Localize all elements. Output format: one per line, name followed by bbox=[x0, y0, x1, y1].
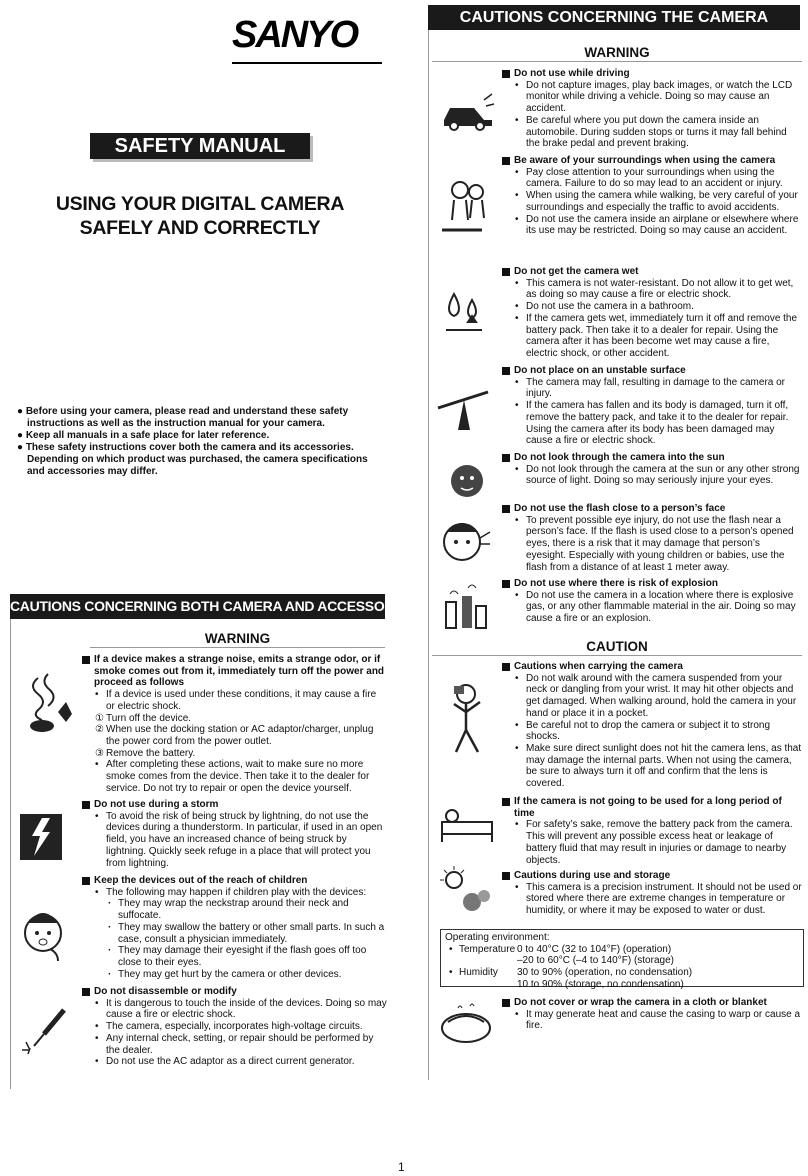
left-warning-heading: WARNING bbox=[90, 630, 385, 648]
left-section-disassemble bbox=[82, 986, 387, 1068]
section-title: Cautions when carrying the camera bbox=[502, 661, 802, 673]
right-caution-cover bbox=[502, 997, 802, 1032]
bullet: • If the camera gets wet, immediately turn it off and remove the battery pack. Then take it to a dealer for repair. Using the camera after it has been become wet may cause a fire, electric shock, or other accident. bbox=[502, 313, 802, 360]
sub-bullet: · They may swallow the battery or other small parts. In such a case, consult a physician immediately. bbox=[82, 922, 387, 945]
bullet: • This camera is a precision instrument. It should not be used or stored where there are extreme changes in temperature or humidity, or where it may be exposed to water or dust. bbox=[502, 882, 802, 917]
sanyo-logo: SANYO bbox=[232, 14, 358, 56]
env-row-humidity bbox=[445, 967, 799, 979]
bullet: • Do not look through the camera at the sun or any other strong source of light. Doing so may seriously injure your eyes. bbox=[502, 464, 802, 487]
bullet: • Do not capture images, play back images, or watch the LCD monitor while driving a vehicle. Doing so may cause an accident. bbox=[502, 80, 802, 115]
right-warning-sun bbox=[502, 452, 802, 487]
covered-camera-icon bbox=[438, 1002, 494, 1048]
env-row-temperature bbox=[445, 944, 799, 956]
right-warning-wet bbox=[502, 266, 802, 360]
right-warning-explosion bbox=[502, 578, 802, 625]
left-section-storm bbox=[82, 799, 387, 869]
bullet: • To avoid the risk of being struck by lightning, do not use the devices during a thunderstorm. In particular, if used in an open field, you have an increased chance of being struck by lightning. Quickly seek refuge in a place that will protect you from lightning. bbox=[82, 811, 387, 870]
water-drop-icon bbox=[442, 290, 488, 336]
bullet: • Do not walk around with the camera suspended from your neck or dangling from your wrist. It may hit other objects and get damaged. When walking around, hold the camera in your hand or place it in a pocket. bbox=[502, 673, 802, 720]
page-number: 1 bbox=[398, 1160, 405, 1174]
env-label: • Temperature bbox=[445, 944, 517, 956]
env-value: –20 to 60°C (–4 to 140°F) (storage) bbox=[517, 955, 674, 967]
bullet: • Any internal check, setting, or repair should be performed by the dealer. bbox=[82, 1033, 387, 1056]
env-row-temperature-storage bbox=[445, 955, 799, 967]
lightning-icon bbox=[20, 814, 62, 860]
explosion-icon bbox=[440, 582, 492, 632]
step-text: Turn off the device. bbox=[106, 712, 192, 724]
operating-environment-box bbox=[440, 929, 804, 990]
section-title: Keep the devices out of the reach of children bbox=[82, 875, 387, 887]
intro-note: ● These safety instructions cover both the camera and its accessories. Depending on which product was purchased, the camera specifications and accessories may differ. bbox=[17, 442, 368, 477]
section-title: Do not use during a storm bbox=[82, 799, 387, 811]
bullet: • Do not use the camera inside an airplane or elsewhere where its use may be restricted. Doing so may cause an accident. bbox=[502, 214, 802, 237]
bullet: • Do not use the camera in a location where there is explosive gas, or any other flammable material in the air. Doing so may cause a fire or an explosion. bbox=[502, 590, 802, 625]
left-section-children bbox=[82, 875, 387, 980]
left-section-header: CAUTIONS CONCERNING BOTH CAMERA AND ACCESSORIES bbox=[10, 594, 385, 619]
page-title-line-2: SAFELY AND CORRECTLY bbox=[79, 217, 321, 239]
smoke-device-icon bbox=[18, 668, 80, 738]
env-spacer bbox=[445, 955, 517, 967]
section-title: Do not disassemble or modify bbox=[82, 986, 387, 998]
section-title: If the camera is not going to be used for a long period of time bbox=[502, 796, 802, 819]
sub-bullet: · They may get hurt by the camera or other devices. bbox=[82, 969, 387, 981]
section-title: Do not use the flash close to a person’s face bbox=[502, 503, 802, 515]
intro-note-text: These safety instructions cover both the camera and its accessories. Depending on which product was purchased, the camera specifications and accessories may differ. bbox=[25, 442, 368, 477]
bullet: • Pay close attention to your surroundings when using the camera. Failure to do so may lead to an accident or injury. bbox=[502, 167, 802, 190]
right-section-header: CAUTIONS CONCERNING THE CAMERA bbox=[428, 5, 800, 30]
section-title: Do not use where there is risk of explosion bbox=[502, 578, 802, 590]
step-text: Remove the battery. bbox=[106, 747, 196, 759]
right-caution-long-period bbox=[502, 796, 802, 866]
intro-note: ● Keep all manuals in a safe place for later reference. bbox=[17, 430, 270, 441]
face-flash-icon bbox=[440, 516, 492, 568]
env-value: 0 to 40°C (32 to 104°F) (operation) bbox=[517, 943, 672, 955]
section-title: If a device makes a strange noise, emits a strange odor, or if smoke comes out from it, immediately turn off the power and proceed as follows bbox=[82, 654, 387, 689]
intro-note: ● Before using your camera, please read and understand these safety instructions as well as the instruction manual for your camera. bbox=[17, 406, 349, 429]
env-title: Operating environment: bbox=[445, 932, 550, 943]
bullet: • If a device is used under these conditions, it may cause a fire or electric shock. bbox=[82, 689, 387, 712]
section-title: Do not use while driving bbox=[502, 68, 802, 80]
bullet: • For safety’s sake, remove the battery pack from the camera. This will prevent any possible excess heat or leakage of battery fluid that may result in injuries or damage to nearby objects. bbox=[502, 819, 802, 866]
right-warning-heading: WARNING bbox=[432, 44, 802, 62]
bullet: • Do not use the camera in a bathroom. bbox=[502, 301, 802, 313]
step-text: When use the docking station or AC adaptor/charger, unplug the power cord from the power outlet. bbox=[106, 724, 374, 747]
env-label: • Humidity bbox=[445, 967, 517, 979]
right-column-rule bbox=[428, 30, 429, 1080]
numbered-step bbox=[82, 724, 387, 747]
pedestrians-icon bbox=[440, 178, 498, 240]
bullet: • This camera is not water-resistant. Do not allow it to get wet, as doing so may cause a fire or electric shock. bbox=[502, 278, 802, 301]
bullet: • Be careful where you put down the camera inside an automobile. During sudden stops or turns it may fall behind the brake pedal and prevent braking. bbox=[502, 115, 802, 150]
numbered-step bbox=[82, 713, 387, 725]
unstable-surface-icon bbox=[436, 380, 490, 432]
sub-bullet: · They may damage their eyesight if the flash goes off too close to their eyes. bbox=[82, 945, 387, 968]
env-row-humidity-storage bbox=[445, 979, 799, 991]
bullet: • Do not use the AC adaptor as a direct current generator. bbox=[82, 1056, 387, 1068]
walking-person-icon bbox=[440, 682, 492, 762]
bullet: • The camera, especially, incorporates high-voltage circuits. bbox=[82, 1021, 387, 1033]
right-caution-storage bbox=[502, 870, 802, 917]
right-caution-carrying bbox=[502, 661, 802, 790]
right-warning-surroundings bbox=[502, 155, 802, 237]
step-number-2: ② bbox=[95, 724, 104, 736]
step-number-1: ① bbox=[95, 712, 104, 724]
env-spacer bbox=[445, 979, 517, 991]
bullet: • If the camera has fallen and its body is damaged, turn it off, remove the battery pack, and take it to the dealer for repair. Using the camera after its body has been damaged may cause a fire or electric shock. bbox=[502, 400, 802, 447]
bullet: • It may generate heat and cause the casing to warp or cause a fire. bbox=[502, 1009, 802, 1032]
car-icon bbox=[440, 92, 496, 132]
numbered-step bbox=[82, 748, 387, 760]
section-title: Do not place on an unstable surface bbox=[502, 365, 802, 377]
bullet: • It is dangerous to touch the inside of the devices. Doing so may cause a fire or electric shock. bbox=[82, 998, 387, 1021]
right-caution-heading: CAUTION bbox=[432, 638, 802, 656]
page-title bbox=[20, 192, 380, 240]
page-title-line-1: USING YOUR DIGITAL CAMERA bbox=[55, 193, 345, 215]
screwdriver-icon bbox=[20, 1006, 70, 1058]
logo-underline bbox=[232, 62, 382, 64]
section-title: Do not cover or wrap the camera in a cloth or blanket bbox=[502, 997, 802, 1009]
bullet: • The camera may fall, resulting in damage to the camera or injury. bbox=[502, 377, 802, 400]
bed-icon bbox=[440, 800, 494, 844]
sun-storage-icon bbox=[440, 866, 494, 916]
manual-title-badge: SAFETY MANUAL bbox=[90, 133, 310, 159]
bullet: • Be careful not to drop the camera or subject it to strong shocks. bbox=[502, 720, 802, 743]
step-number-3: ③ bbox=[95, 747, 104, 759]
section-title: Cautions during use and storage bbox=[502, 870, 802, 882]
child-icon bbox=[20, 905, 66, 965]
bullet: • After completing these actions, wait to make sure no more smoke comes from the device. Then take it to the dealer for service. Do not try to repair or open the device yourself. bbox=[82, 759, 387, 794]
bullet: • When using the camera while walking, be very careful of your surroundings and especially the traffic to avoid accidents. bbox=[502, 190, 802, 213]
intro-notes bbox=[17, 406, 387, 478]
sub-bullet: · They may wrap the neckstrap around their neck and suffocate. bbox=[82, 898, 387, 921]
section-title: Do not look through the camera into the sun bbox=[502, 452, 802, 464]
section-title: Do not get the camera wet bbox=[502, 266, 802, 278]
bullet: • Make sure direct sunlight does not hit the camera lens, as that may damage the internal parts. When not using the camera, be sure to always turn it off and confirm that the lens is covered. bbox=[502, 743, 802, 790]
env-value: 10 to 90% (storage, no condensation) bbox=[517, 978, 684, 990]
bullet: • The following may happen if children play with the devices: bbox=[82, 887, 387, 899]
right-warning-unstable bbox=[502, 365, 802, 447]
sun-icon bbox=[442, 458, 492, 504]
section-title: Be aware of your surroundings when using the camera bbox=[502, 155, 802, 167]
left-column-rule bbox=[10, 619, 11, 1089]
right-warning-driving bbox=[502, 68, 802, 150]
bullet: • To prevent possible eye injury, do not use the flash near a person’s face. If the flash is used close to a person’s opened eyes, there is a risk that it may damage that person’s eyesight. Especially with young children or babies, use the flash from a distance of at least 1 meter away. bbox=[502, 515, 802, 574]
left-section-smoke bbox=[82, 654, 387, 794]
right-warning-flash bbox=[502, 503, 802, 573]
intro-note-text: Before using your camera, please read and understand these safety instructions as well as the instruction manual for your camera. bbox=[25, 406, 349, 429]
env-value: 30 to 90% (operation, no condensation) bbox=[517, 967, 693, 979]
intro-note-text: Keep all manuals in a safe place for later reference. bbox=[25, 430, 270, 441]
